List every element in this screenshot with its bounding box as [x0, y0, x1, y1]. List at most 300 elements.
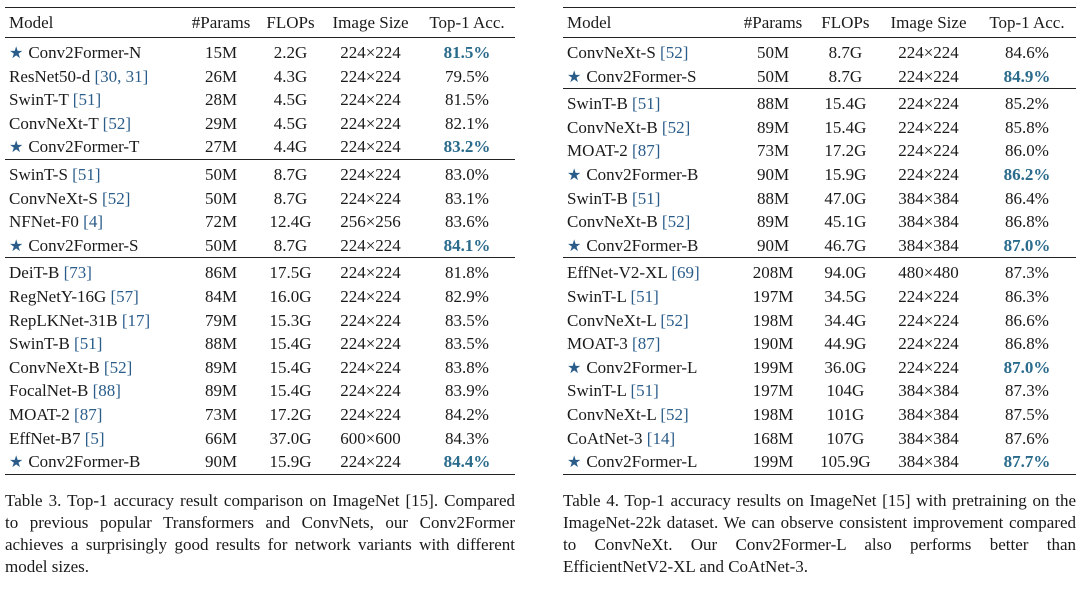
- citation: [52]: [661, 212, 691, 232]
- model-name: MOAT-2: [9, 404, 70, 424]
- table-row: [5, 332, 515, 356]
- image-size-cell: 600×600: [340, 428, 401, 448]
- model-cell: [563, 116, 734, 140]
- model-cell: [563, 332, 734, 356]
- star-icon: ★: [567, 235, 582, 255]
- top1-acc-cell: 86.0%: [1005, 141, 1049, 161]
- flops-cell: 8.7G: [273, 188, 308, 208]
- star-icon: ★: [9, 43, 24, 62]
- flops-cell: 15.3G: [269, 310, 312, 330]
- params-cell: 84M: [204, 286, 238, 306]
- top1-acc-cell: 86.4%: [1005, 188, 1049, 208]
- model-name: Conv2Former-B: [28, 452, 141, 472]
- model-name: Conv2Former-B: [586, 164, 699, 184]
- params-cell: 88M: [756, 188, 790, 208]
- image-size-cell: 384×384: [898, 428, 959, 448]
- params-cell: 86M: [204, 263, 238, 283]
- model-cell: [5, 427, 183, 451]
- model-cell: [5, 38, 183, 65]
- flops-cell: 15.4G: [269, 357, 312, 377]
- citation: [52]: [103, 357, 133, 377]
- citation: [52]: [660, 310, 689, 330]
- citation: [87]: [632, 334, 661, 354]
- table-row: [563, 116, 1076, 140]
- table-row: [5, 210, 515, 234]
- col-top1-acc: Top-1 Acc.: [429, 13, 505, 32]
- flops-cell: 105.9G: [820, 452, 871, 472]
- table-row: [5, 403, 515, 427]
- flops-cell: 15.4G: [824, 117, 867, 137]
- model-cell: [563, 187, 734, 211]
- model-cell: [5, 112, 183, 136]
- model-name: EffNet-B7: [9, 428, 81, 448]
- citation: [52]: [660, 43, 689, 62]
- citation: [69]: [671, 263, 700, 283]
- citation: [87]: [74, 404, 103, 424]
- model-name: Conv2Former-T: [28, 137, 140, 157]
- params-cell: 88M: [204, 334, 238, 354]
- table-row: [563, 38, 1076, 65]
- top1-acc-cell: 85.8%: [1005, 117, 1049, 137]
- image-size-cell: 224×224: [340, 310, 401, 330]
- table-row: [563, 258, 1076, 285]
- table-row: [563, 285, 1076, 309]
- params-cell: 89M: [756, 212, 790, 232]
- top1-acc-cell: 83.5%: [445, 334, 489, 354]
- citation: [4]: [83, 212, 103, 232]
- params-cell: 88M: [756, 94, 790, 114]
- top1-acc-cell: 81.5%: [443, 43, 491, 62]
- table-row: [5, 309, 515, 333]
- row-group: [5, 38, 515, 160]
- col-image-size: Image Size: [890, 13, 967, 32]
- model-name: Conv2Former-L: [586, 357, 698, 377]
- model-name: FocalNet-B: [9, 381, 89, 401]
- top1-acc-cell: 87.3%: [1005, 263, 1049, 283]
- citation: [52]: [661, 117, 691, 137]
- image-size-cell: 224×224: [898, 164, 959, 184]
- table-row-ours: [563, 450, 1076, 474]
- top1-acc-cell: 84.3%: [445, 428, 489, 448]
- image-size-cell: 384×384: [898, 381, 959, 401]
- top1-acc-cell: 86.3%: [1005, 286, 1049, 306]
- model-cell: [563, 210, 734, 234]
- col-model: Model: [567, 13, 612, 32]
- model-name: Conv2Former-B: [586, 235, 699, 255]
- table-row: [563, 403, 1076, 427]
- model-name: SwinT-B: [9, 334, 70, 354]
- image-size-cell: 384×384: [898, 452, 959, 472]
- params-cell: 73M: [204, 404, 238, 424]
- top1-acc-cell: 84.2%: [445, 404, 489, 424]
- star-icon: ★: [9, 137, 24, 157]
- top1-acc-cell: 84.9%: [1003, 66, 1051, 86]
- citation: [51]: [630, 286, 659, 306]
- citation: [51]: [72, 164, 101, 184]
- citation: [52]: [102, 188, 131, 208]
- citation: [57]: [110, 286, 139, 306]
- table-row: [563, 427, 1076, 451]
- table-row-ours: [563, 65, 1076, 89]
- model-name: MOAT-3: [567, 334, 628, 354]
- params-cell: 190M: [752, 334, 794, 354]
- col-top1-acc: Top-1 Acc.: [989, 13, 1065, 32]
- model-name: ConvNeXt-T: [9, 113, 99, 133]
- flops-cell: 44.9G: [824, 334, 867, 354]
- params-cell: 73M: [756, 141, 790, 161]
- params-cell: 90M: [756, 235, 790, 255]
- citation: [87]: [632, 141, 661, 161]
- star-icon: ★: [567, 357, 582, 377]
- flops-cell: 37.0G: [269, 428, 312, 448]
- top1-acc-cell: 81.5%: [445, 90, 489, 110]
- table-row: [5, 65, 515, 89]
- image-size-cell: 224×224: [340, 43, 401, 62]
- image-size-cell: 224×224: [340, 286, 401, 306]
- model-cell: [563, 427, 734, 451]
- top1-acc-cell: 86.2%: [1003, 164, 1051, 184]
- flops-cell: 94.0G: [824, 263, 867, 283]
- image-size-cell: 384×384: [898, 235, 959, 255]
- params-cell: 66M: [204, 428, 238, 448]
- image-size-cell: 224×224: [898, 334, 959, 354]
- image-size-cell: 224×224: [898, 286, 959, 306]
- model-cell: [5, 234, 183, 258]
- params-cell: 89M: [756, 117, 790, 137]
- image-size-cell: 256×256: [340, 212, 401, 232]
- params-cell: 79M: [204, 310, 238, 330]
- table-row: [563, 89, 1076, 116]
- top1-acc-cell: 86.6%: [1005, 310, 1049, 330]
- table-row: [563, 210, 1076, 234]
- image-size-cell: 224×224: [898, 357, 959, 377]
- flops-cell: 4.3G: [273, 66, 308, 86]
- model-name: ConvNeXt-B: [567, 212, 658, 232]
- star-icon: ★: [9, 452, 24, 472]
- flops-cell: 4.4G: [273, 137, 308, 157]
- image-size-cell: 224×224: [340, 90, 401, 110]
- params-cell: 15M: [204, 43, 238, 62]
- model-cell: [563, 163, 734, 187]
- params-cell: 50M: [204, 188, 238, 208]
- citation: [51]: [632, 94, 661, 114]
- image-size-cell: 224×224: [340, 404, 401, 424]
- top1-acc-cell: 84.6%: [1005, 43, 1049, 62]
- model-name: SwinT-T: [9, 90, 69, 110]
- table-row: [5, 379, 515, 403]
- model-name: ConvNeXt-B: [9, 357, 100, 377]
- top1-acc-cell: 85.2%: [1005, 94, 1049, 114]
- params-cell: 168M: [752, 428, 794, 448]
- params-cell: 199M: [752, 452, 794, 472]
- table-row-ours: [5, 450, 515, 474]
- flops-cell: 16.0G: [269, 286, 312, 306]
- image-size-cell: 224×224: [340, 113, 401, 133]
- model-cell: [5, 187, 183, 211]
- params-cell: 199M: [752, 357, 794, 377]
- flops-cell: 2.2G: [273, 43, 308, 62]
- citation: [51]: [632, 188, 661, 208]
- model-cell: [563, 309, 734, 333]
- top1-acc-cell: 87.6%: [1005, 428, 1049, 448]
- flops-cell: 4.5G: [273, 113, 308, 133]
- top1-acc-cell: 83.8%: [445, 357, 489, 377]
- top1-acc-cell: 82.1%: [445, 113, 489, 133]
- flops-cell: 15.9G: [269, 452, 312, 472]
- top1-acc-cell: 83.5%: [445, 310, 489, 330]
- flops-cell: 46.7G: [824, 235, 867, 255]
- col-model: Model: [9, 13, 54, 32]
- table-row: [5, 88, 515, 112]
- params-cell: 26M: [204, 66, 238, 86]
- params-cell: 27M: [204, 137, 238, 157]
- flops-cell: 12.4G: [269, 212, 312, 232]
- row-group: [563, 38, 1076, 89]
- table-row: [563, 187, 1076, 211]
- table-row: [5, 285, 515, 309]
- flops-cell: 8.7G: [828, 66, 863, 86]
- model-cell: [563, 356, 734, 380]
- flops-cell: 8.7G: [273, 235, 308, 255]
- model-name: ConvNeXt-L: [567, 404, 657, 424]
- citation: [73]: [63, 263, 92, 283]
- params-cell: 50M: [756, 43, 790, 62]
- model-cell: [5, 379, 183, 403]
- table-3-caption: Table 3. Top-1 accuracy result comparison on ImageNet [15]. Compared to previous popular Transformers and ConvNets, our Conv2Former achieves a surprisingly good results for network variants with different model sizes.: [5, 490, 515, 576]
- model-name: Conv2Former-S: [28, 235, 139, 255]
- model-cell: [5, 309, 183, 333]
- row-group: [5, 159, 515, 257]
- params-cell: 28M: [204, 90, 238, 110]
- top1-acc-cell: 86.8%: [1005, 334, 1049, 354]
- image-size-cell: 224×224: [898, 310, 959, 330]
- flops-cell: 104G: [826, 381, 865, 401]
- model-name: ConvNeXt-S: [9, 188, 98, 208]
- col-flops: FLOPs: [266, 13, 315, 32]
- top1-acc-cell: 87.7%: [1003, 452, 1051, 472]
- top1-acc-cell: 83.0%: [445, 164, 489, 184]
- star-icon: ★: [567, 66, 582, 86]
- image-size-cell: 224×224: [340, 334, 401, 354]
- model-name: ResNet50-d: [9, 66, 91, 86]
- model-name: ConvNeXt-B: [567, 117, 658, 137]
- table-3: [5, 7, 515, 475]
- citation: [51]: [72, 90, 102, 110]
- citation: [30, 31]: [94, 66, 149, 86]
- model-cell: [563, 450, 734, 474]
- table-row: [5, 258, 515, 285]
- model-name: SwinT-L: [567, 381, 627, 401]
- row-group: [563, 89, 1076, 258]
- model-name: SwinT-L: [567, 286, 627, 306]
- flops-cell: 47.0G: [824, 188, 867, 208]
- model-name: SwinT-S: [9, 164, 68, 184]
- params-cell: 29M: [204, 113, 238, 133]
- params-cell: 197M: [752, 286, 794, 306]
- image-size-cell: 384×384: [898, 188, 959, 208]
- flops-cell: 17.2G: [824, 141, 867, 161]
- table-row-ours: [563, 234, 1076, 258]
- table-row-ours: [563, 356, 1076, 380]
- model-cell: [563, 89, 734, 116]
- image-size-cell: 224×224: [340, 381, 401, 401]
- params-cell: 50M: [204, 235, 238, 255]
- model-cell: [563, 38, 734, 65]
- table-3-panel: [5, 7, 515, 578]
- params-cell: 198M: [752, 404, 794, 424]
- model-cell: [563, 285, 734, 309]
- image-size-cell: 224×224: [340, 357, 401, 377]
- star-icon: ★: [567, 164, 582, 184]
- model-cell: [5, 356, 183, 380]
- flops-cell: 45.1G: [824, 212, 867, 232]
- model-name: DeiT-B: [9, 263, 60, 283]
- table-row: [5, 159, 515, 186]
- star-icon: ★: [567, 452, 582, 472]
- image-size-cell: 224×224: [898, 117, 959, 137]
- col-params: #Params: [191, 13, 251, 32]
- image-size-cell: 224×224: [340, 188, 401, 208]
- model-cell: [5, 285, 183, 309]
- model-name: MOAT-2: [567, 141, 628, 161]
- top1-acc-cell: 83.9%: [445, 381, 489, 401]
- params-cell: 50M: [204, 164, 238, 184]
- top1-acc-cell: 83.2%: [443, 137, 491, 157]
- table-header: [563, 8, 1076, 38]
- image-size-cell: 480×480: [898, 263, 959, 283]
- top1-acc-cell: 87.0%: [1003, 357, 1051, 377]
- image-size-cell: 224×224: [898, 94, 959, 114]
- params-cell: 197M: [752, 381, 794, 401]
- flops-cell: 8.7G: [273, 164, 308, 184]
- model-name: EffNet-V2-XL: [567, 263, 668, 283]
- top1-acc-cell: 82.9%: [445, 286, 489, 306]
- table-4-caption: Table 4. Top-1 accuracy results on ImageNet [15] with pretraining on the ImageNet-22k dataset. We can observe consistent improvement compared to ConvNeXt. Our Conv2Former-L also performs better than EfficientNetV2-XL and CoAtNet-3.: [563, 490, 1076, 576]
- citation: [52]: [102, 113, 131, 133]
- citation: [5]: [84, 428, 105, 448]
- flops-cell: 8.7G: [828, 43, 863, 62]
- params-cell: 90M: [204, 452, 238, 472]
- model-cell: [563, 65, 734, 89]
- model-cell: [5, 332, 183, 356]
- model-name: SwinT-B: [567, 188, 628, 208]
- flops-cell: 15.9G: [824, 164, 867, 184]
- flops-cell: 34.5G: [824, 286, 867, 306]
- model-cell: [5, 159, 183, 186]
- model-cell: [563, 258, 734, 285]
- row-group: [563, 258, 1076, 474]
- col-image-size: Image Size: [332, 13, 409, 32]
- image-size-cell: 224×224: [340, 235, 401, 255]
- model-name: RegNetY-16G: [9, 286, 107, 306]
- top1-acc-cell: 81.8%: [445, 263, 489, 283]
- table-row-ours: [5, 234, 515, 258]
- table-row: [563, 379, 1076, 403]
- params-cell: 50M: [756, 66, 790, 86]
- flops-cell: 15.4G: [269, 381, 312, 401]
- model-name: RepLKNet-31B: [9, 310, 118, 330]
- image-size-cell: 224×224: [340, 137, 401, 157]
- flops-cell: 107G: [826, 428, 865, 448]
- top1-acc-cell: 86.8%: [1005, 212, 1049, 232]
- image-size-cell: 224×224: [340, 164, 401, 184]
- top1-acc-cell: 87.5%: [1005, 404, 1049, 424]
- model-cell: [5, 65, 183, 89]
- star-icon: ★: [9, 235, 24, 255]
- model-name: ConvNeXt-L: [567, 310, 657, 330]
- image-size-cell: 384×384: [898, 404, 959, 424]
- top1-acc-cell: 84.1%: [443, 235, 491, 255]
- citation: [51]: [74, 334, 103, 354]
- params-cell: 89M: [204, 381, 238, 401]
- model-cell: [563, 139, 734, 163]
- top1-acc-cell: 87.0%: [1003, 235, 1051, 255]
- top1-acc-cell: 83.1%: [445, 188, 489, 208]
- image-size-cell: 224×224: [340, 263, 401, 283]
- table-header: [5, 8, 515, 38]
- citation: [17]: [121, 310, 151, 330]
- model-name: Conv2Former-N: [28, 43, 142, 62]
- model-name: Conv2Former-S: [586, 66, 697, 86]
- model-cell: [5, 88, 183, 112]
- params-cell: 89M: [204, 357, 238, 377]
- image-size-cell: 224×224: [898, 141, 959, 161]
- col-flops: FLOPs: [821, 13, 870, 32]
- model-cell: [5, 135, 183, 159]
- params-cell: 208M: [752, 263, 794, 283]
- model-name: ConvNeXt-S: [567, 43, 656, 62]
- top1-acc-cell: 83.6%: [445, 212, 489, 232]
- citation: [52]: [660, 404, 689, 424]
- flops-cell: 101G: [826, 404, 865, 424]
- table-row: [563, 309, 1076, 333]
- flops-cell: 17.2G: [269, 404, 312, 424]
- model-cell: [5, 450, 183, 474]
- image-size-cell: 224×224: [898, 66, 959, 86]
- table-4-panel: [563, 7, 1076, 578]
- table-4: [563, 7, 1076, 475]
- model-name: NFNet-F0: [9, 212, 79, 232]
- citation: [88]: [92, 381, 121, 401]
- table-row: [5, 427, 515, 451]
- row-group: [5, 258, 515, 474]
- col-params: #Params: [743, 13, 803, 32]
- table-row-ours: [5, 38, 515, 65]
- params-cell: 198M: [752, 310, 794, 330]
- params-cell: 90M: [756, 164, 790, 184]
- image-size-cell: 224×224: [340, 66, 401, 86]
- top1-acc-cell: 87.3%: [1005, 381, 1049, 401]
- model-cell: [5, 258, 183, 285]
- flops-cell: 4.5G: [273, 90, 308, 110]
- table-row: [563, 139, 1076, 163]
- image-size-cell: 224×224: [898, 43, 959, 62]
- image-size-cell: 384×384: [898, 212, 959, 232]
- table-row: [563, 332, 1076, 356]
- table-row: [5, 356, 515, 380]
- model-cell: [563, 234, 734, 258]
- model-name: Conv2Former-L: [586, 452, 698, 472]
- table-row-ours: [563, 163, 1076, 187]
- table-row: [5, 187, 515, 211]
- model-cell: [563, 403, 734, 427]
- model-name: SwinT-B: [567, 94, 628, 114]
- flops-cell: 34.4G: [824, 310, 867, 330]
- table-row: [5, 112, 515, 136]
- image-size-cell: 224×224: [340, 452, 401, 472]
- citation: [51]: [630, 381, 659, 401]
- model-cell: [5, 403, 183, 427]
